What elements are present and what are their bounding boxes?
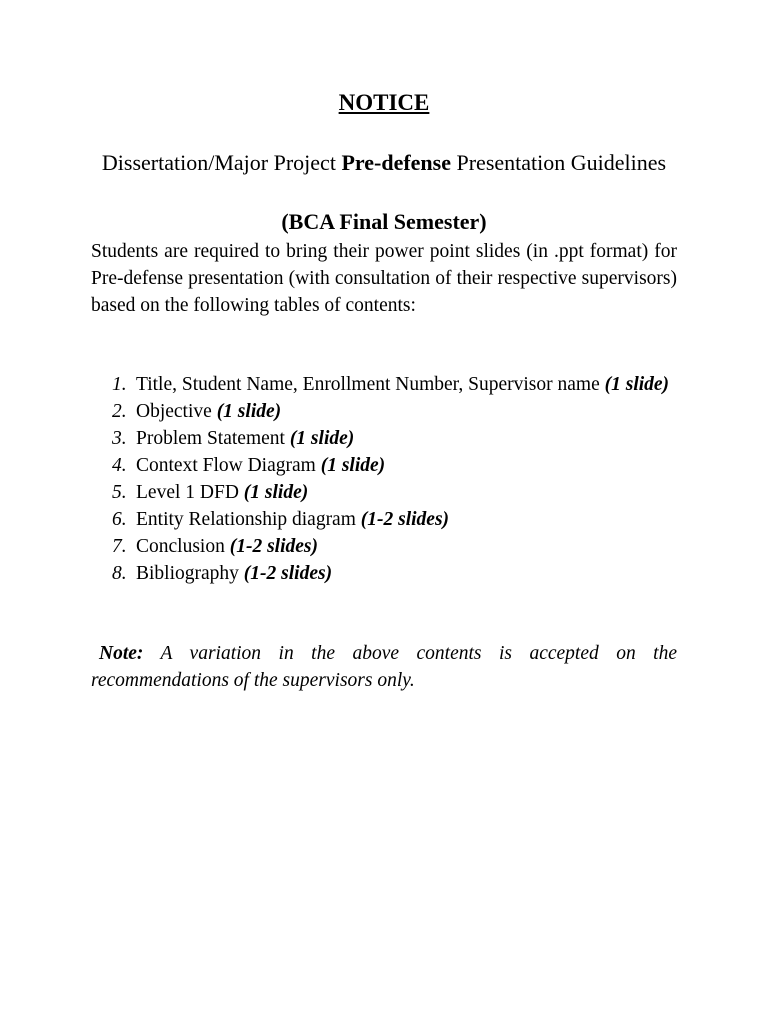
list-item-number: 1. <box>112 374 127 395</box>
notice-heading: NOTICE <box>338 90 430 115</box>
list-item <box>112 425 677 452</box>
list-item-text: Problem Statement <box>136 428 290 449</box>
list-item-text: Conclusion <box>136 536 230 557</box>
list-item <box>112 560 677 587</box>
guidelines-title <box>100 148 668 178</box>
note-label: Note: <box>99 643 144 664</box>
list-item-slide-count: (1-2 slides) <box>360 509 450 530</box>
list-item-text: Bibliography <box>136 563 244 584</box>
intro-paragraph: Students are required to bring their power point slides (in .ppt format) for Pre-defense presentation (with consultation of their respective supervisors) based on the following tables of contents: <box>91 241 677 316</box>
list-item-number: 8. <box>112 563 127 584</box>
list-item <box>112 533 677 560</box>
contents-list <box>112 371 677 587</box>
list-item-slide-count: (1 slide) <box>243 482 309 503</box>
semester-line: (BCA Final Semester) <box>281 209 487 234</box>
list-item <box>112 398 677 425</box>
list-item-number: 6. <box>112 509 127 530</box>
list-item-number: 5. <box>112 482 127 503</box>
list-item-slide-count: (1 slide) <box>604 374 670 395</box>
list-item <box>112 506 677 533</box>
list-item-number: 2. <box>112 401 127 422</box>
note-text: A variation in the above contents is accepted on the recommendations of the supervisors only. <box>91 643 677 691</box>
list-item-text: Level 1 DFD <box>136 482 244 503</box>
guidelines-title-pre: Dissertation/Major Project <box>101 150 342 175</box>
list-item-text: Context Flow Diagram <box>136 455 321 476</box>
guidelines-title-post: Presentation Guidelines <box>451 150 667 175</box>
list-item-number: 7. <box>112 536 127 557</box>
list-item-slide-count: (1 slide) <box>289 428 355 449</box>
guidelines-title-bold: Pre-defense <box>341 150 451 175</box>
list-item-text: Objective <box>136 401 217 422</box>
list-item-slide-count: (1 slide) <box>216 401 282 422</box>
list-item <box>112 452 677 479</box>
list-item-text: Title, Student Name, Enrollment Number, Supervisor name <box>136 374 605 395</box>
list-item-slide-count: (1-2 slides) <box>243 563 333 584</box>
list-item-slide-count: (1 slide) <box>320 455 386 476</box>
list-item-text: Entity Relationship diagram <box>136 509 361 530</box>
list-item-number: 4. <box>112 455 127 476</box>
list-item-slide-count: (1-2 slides) <box>229 536 318 557</box>
list-item <box>112 479 677 506</box>
list-item <box>112 371 677 398</box>
list-item-number: 3. <box>112 428 127 449</box>
note-paragraph <box>91 640 677 694</box>
